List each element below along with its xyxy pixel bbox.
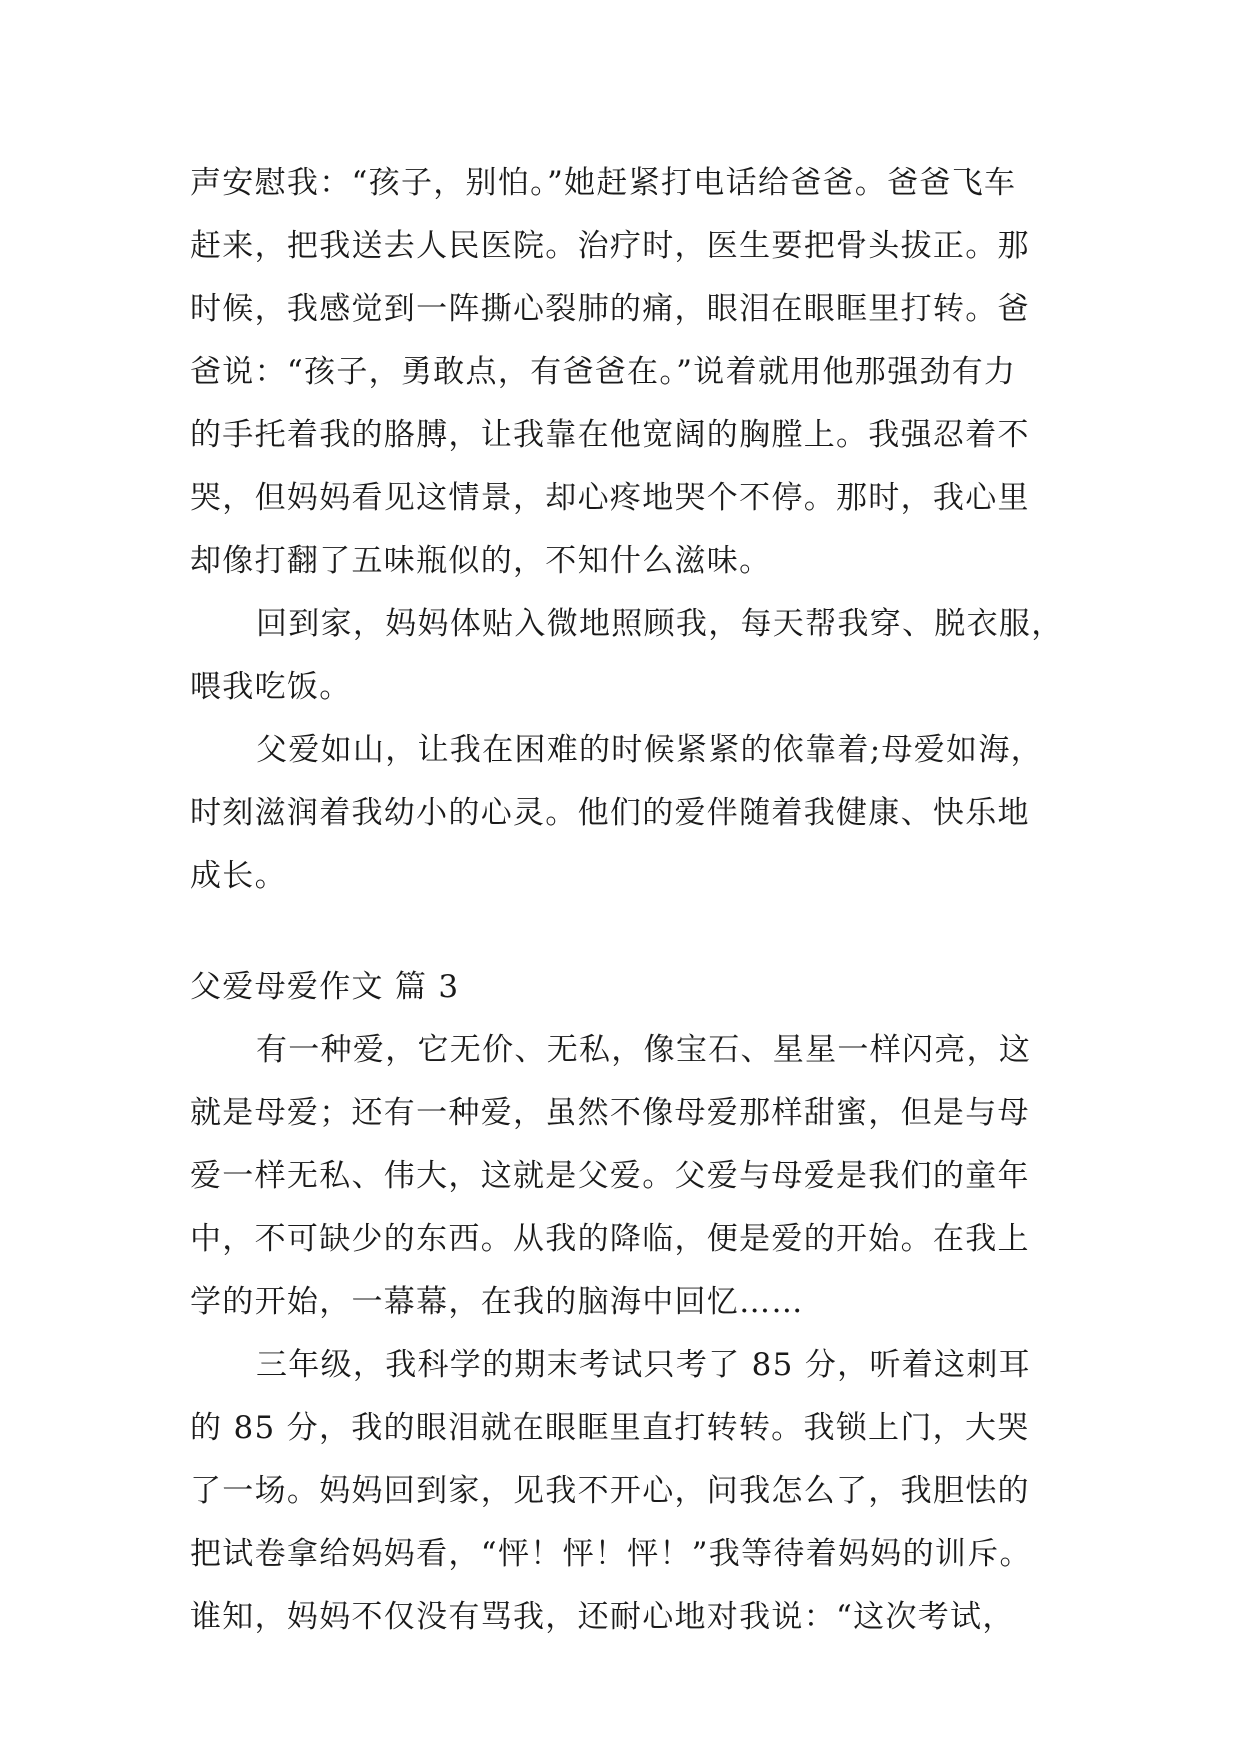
text-line: 爸说：“孩子，勇敢点，有爸爸在。”说着就用他那强劲有力 xyxy=(190,354,1017,390)
text-line: 时刻滋润着我幼小的心灵。他们的爱伴随着我健康、快乐地 xyxy=(190,795,1030,831)
text-line: 哭，但妈妈看见这情景，却心疼地哭个不停。那时，我心里 xyxy=(190,480,1030,516)
text-line: 了一场。妈妈回到家，见我不开心，问我怎么了，我胆怯的 xyxy=(190,1473,1030,1509)
text-line: 把试卷拿给妈妈看，“怦！怦！怦！”我等待着妈妈的训斥。 xyxy=(190,1536,1032,1572)
text-line: 学的开始，一幕幕，在我的脑海中回忆…… xyxy=(190,1284,804,1320)
paragraph-start-line: 回到家，妈妈体贴入微地照顾我，每天帮我穿、脱衣服， xyxy=(256,606,1064,642)
text-line: 却像打翻了五味瓶似的，不知什么滋味。 xyxy=(190,543,772,579)
text-line: 声安慰我：“孩子，别怕。”她赶紧打电话给爸爸。爸爸飞车 xyxy=(190,165,1017,201)
text-line: 谁知，妈妈不仅没有骂我，还耐心地对我说：“这次考试， xyxy=(190,1599,1015,1635)
text-line: 爱一样无私、伟大，这就是父爱。父爱与母爱是我们的童年 xyxy=(190,1158,1030,1194)
section-heading: 父爱母爱作文 篇 3 xyxy=(190,969,460,1005)
text-line: 中，不可缺少的东西。从我的降临，便是爱的开始。在我上 xyxy=(190,1221,1030,1257)
text-line: 时候，我感觉到一阵撕心裂肺的痛，眼泪在眼眶里打转。爸 xyxy=(190,291,1030,327)
text-line: 成长。 xyxy=(190,858,287,894)
text-line: 就是母爱；还有一种爱，虽然不像母爱那样甜蜜，但是与母 xyxy=(190,1095,1030,1131)
paragraph-start-line: 父爱如山，让我在困难的时候紧紧的依靠着;母爱如海， xyxy=(256,732,1043,768)
text-line: 赶来，把我送去人民医院。治疗时，医生要把骨头拔正。那 xyxy=(190,228,1030,264)
text-line: 的 85 分，我的眼泪就在眼眶里直打转转。我锁上门，大哭 xyxy=(190,1410,1030,1446)
paragraph-start-line: 三年级，我科学的期末考试只考了 85 分，听着这刺耳 xyxy=(256,1347,1031,1383)
paragraph-start-line: 有一种爱，它无价、无私，像宝石、星星一样闪亮，这 xyxy=(256,1032,1032,1068)
text-line: 喂我吃饭。 xyxy=(190,669,352,705)
text-line: 的手托着我的胳膊，让我靠在他宽阔的胸膛上。我强忍着不 xyxy=(190,417,1030,453)
